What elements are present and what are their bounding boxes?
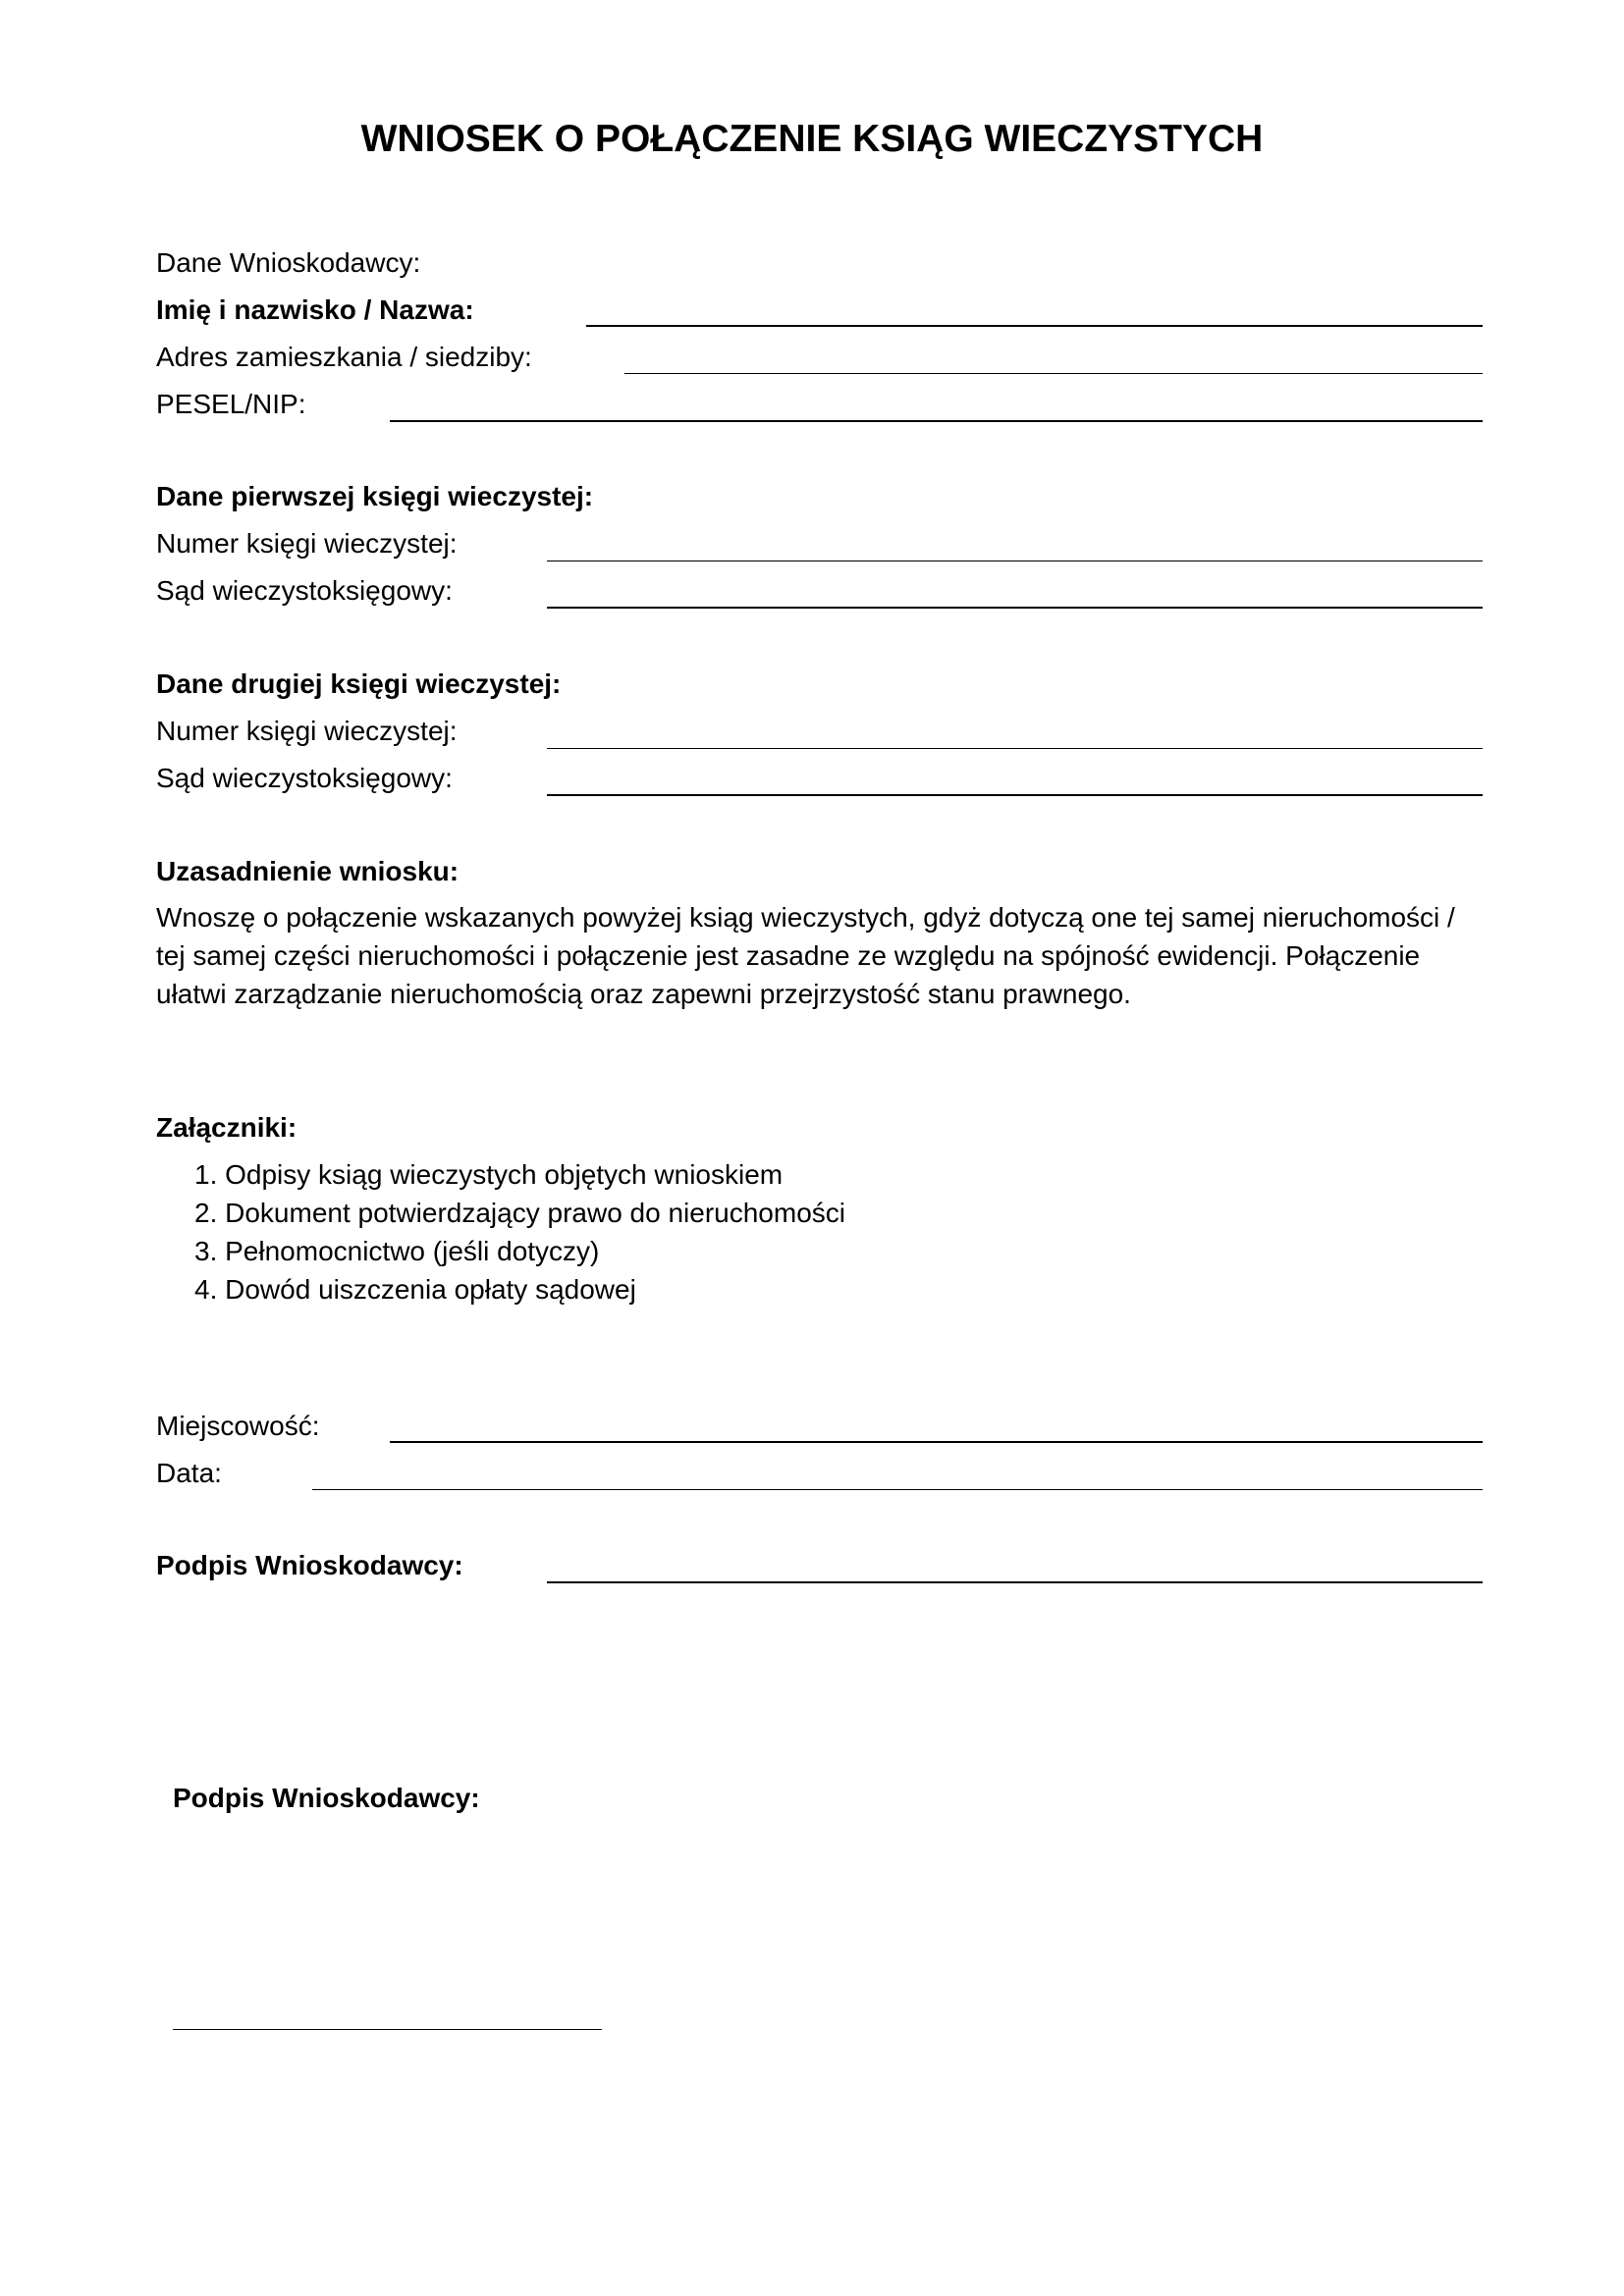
attachments-list: [194, 1155, 845, 1308]
pesel-nip-field-line[interactable]: [390, 420, 1483, 422]
signature-label: Podpis Wnioskodawcy:: [156, 1550, 463, 1580]
date-field-line[interactable]: [312, 1489, 1483, 1490]
justification-line: ułatwi zarządzanie nieruchomością oraz zapewni przejrzystość stanu prawnego.: [156, 979, 1131, 1009]
applicant-heading: Dane Wnioskodawcy:: [156, 247, 421, 278]
signature-field-line[interactable]: [547, 1581, 1483, 1583]
justification-line: Wnoszę o połączenie wskazanych powyżej ksiąg wieczystych, gdyż dotyczą one tej samej nieruchomości /: [156, 902, 1455, 933]
justification-paragraph: [156, 898, 1531, 1013]
first-book-heading: Dane pierwszej księgi wieczystej:: [156, 481, 594, 511]
first-book-number-label: Numer księgi wieczystej:: [156, 528, 458, 559]
place-field-line[interactable]: [390, 1441, 1483, 1443]
second-book-court-label: Sąd wieczystoksięgowy:: [156, 763, 453, 793]
attachment-item: 4. Dowód uiszczenia opłaty sądowej: [194, 1274, 636, 1305]
address-label: Adres zamieszkania / siedziby:: [156, 342, 532, 372]
attachment-item: 2. Dokument potwierdzający prawo do nieruchomości: [194, 1198, 845, 1228]
attachments-heading: Załączniki:: [156, 1112, 298, 1143]
first-book-court-label: Sąd wieczystoksięgowy:: [156, 575, 453, 606]
date-label: Data:: [156, 1458, 222, 1488]
first-book-court-field-line[interactable]: [547, 607, 1483, 609]
place-label: Miejscowość:: [156, 1411, 320, 1441]
name-field-line[interactable]: [586, 325, 1483, 327]
second-book-court-field-line[interactable]: [547, 794, 1483, 796]
address-field-line[interactable]: [624, 373, 1483, 374]
justification-heading: Uzasadnienie wniosku:: [156, 856, 460, 886]
second-book-number-label: Numer księgi wieczystej:: [156, 716, 458, 746]
name-label: Imię i nazwisko / Nazwa:: [156, 294, 474, 325]
pesel-nip-label: PESEL/NIP:: [156, 389, 306, 419]
justification-line: tej samej części nieruchomości i połączenie jest zasadne ze względu na spójność ewidencji. Połączenie: [156, 940, 1421, 971]
signature-secondary-field-line[interactable]: [173, 2029, 602, 2030]
second-book-number-field-line[interactable]: [547, 748, 1483, 749]
document-title: WNIOSEK O POŁĄCZENIE KSIĄG WIECZYSTYCH: [360, 118, 1264, 160]
second-book-heading: Dane drugiej księgi wieczystej:: [156, 668, 562, 699]
signature-label-secondary: Podpis Wnioskodawcy:: [173, 1783, 480, 1813]
attachment-item: 3. Pełnomocnictwo (jeśli dotyczy): [194, 1236, 600, 1266]
attachment-item: 1. Odpisy ksiąg wieczystych objętych wnioskiem: [194, 1159, 784, 1190]
